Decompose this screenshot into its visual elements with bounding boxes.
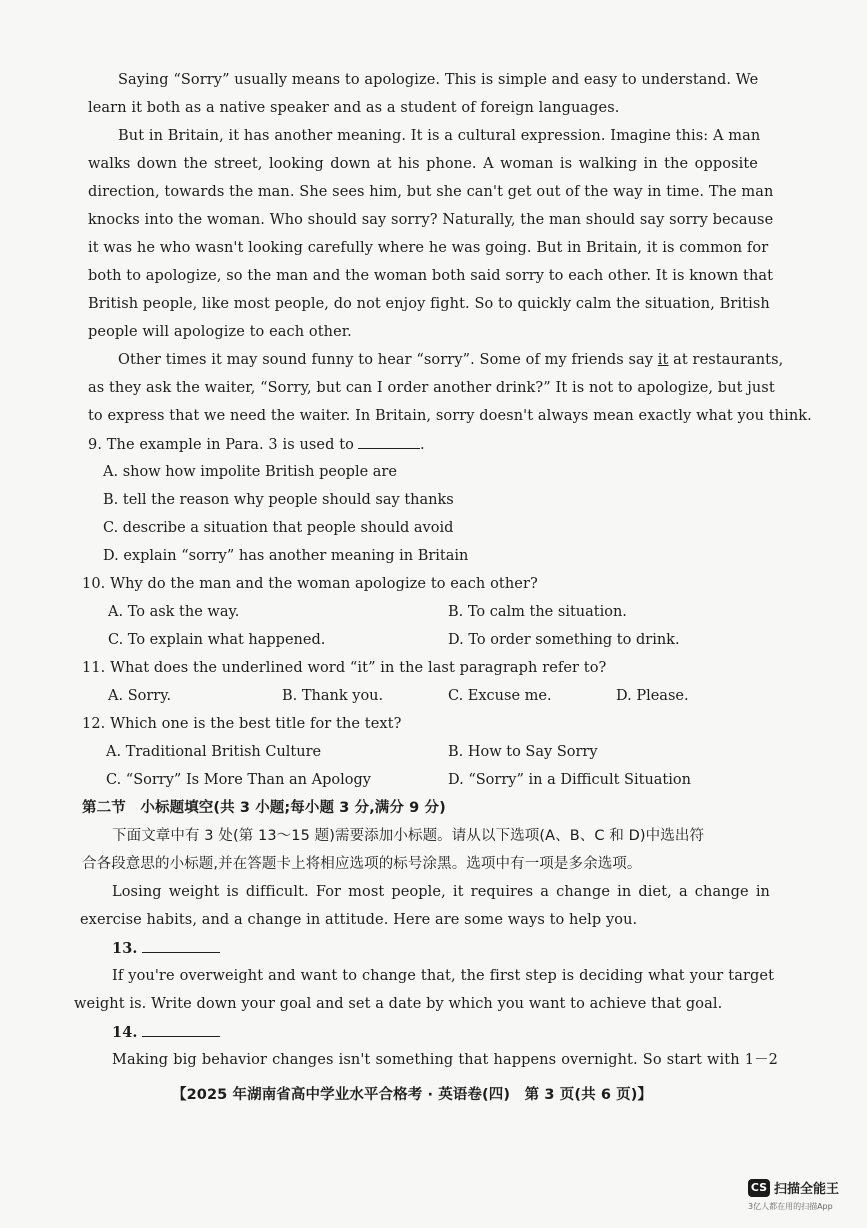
question-9-stem: [88, 434, 425, 455]
q11-option-c: C. Excuse me.: [448, 688, 552, 704]
q11-option-d: D. Please.: [616, 688, 689, 704]
scanner-app-tagline: 3亿人都在用的扫描App: [748, 1202, 833, 1211]
q9-option-d: D. explain “sorry” has another meaning in Britain: [103, 548, 469, 564]
q9-option-c: C. describe a situation that people should avoid: [103, 520, 454, 536]
section2-intro-line2: exercise habits, and a change in attitude. Here are some ways to help you.: [80, 912, 638, 928]
q10-option-c: C. To explain what happened.: [108, 632, 326, 648]
question-14-number: 14.: [112, 1024, 138, 1041]
q10-option-d: D. To order something to drink.: [448, 632, 680, 648]
passage-p2-line4: knocks into the woman. Who should say sorry? Naturally, the man should say sorry because: [88, 212, 774, 228]
question-11-stem: 11. What does the underlined word “it” in the last paragraph refer to?: [82, 660, 607, 676]
passage-p3-part-a: Other times it may sound funny to hear “sorry”. Some of my friends say: [118, 352, 658, 368]
passage-p1-line1: Saying “Sorry” usually means to apologize. This is simple and easy to understand. We: [118, 72, 759, 88]
question-14-label: [112, 1022, 220, 1043]
question-10-stem: 10. Why do the man and the woman apologize to each other?: [82, 576, 538, 592]
q10-option-b: B. To calm the situation.: [448, 604, 627, 620]
answer-blank: [358, 434, 420, 449]
subtitle-blank-13: [142, 938, 220, 953]
question-14-text-line1: Making big behavior changes isn't something that happens overnight. So start with 1－2: [112, 1052, 778, 1068]
section2-instruction-line1: 下面文章中有 3 处(第 13～15 题)需要添加小标题。请从以下选项(A、B、C 和 D)中选出符: [112, 828, 705, 844]
page-footer: 【2025 年湖南省高中学业水平合格考 · 英语卷(四) 第 3 页(共 6 页)】: [172, 1087, 653, 1103]
passage-p3-part-b: at restaurants,: [668, 352, 784, 368]
q11-option-a: A. Sorry.: [108, 688, 172, 704]
passage-p2-line2: walks down the street, looking down at his phone. A woman is walking in the opposite: [88, 156, 758, 172]
question-13-text-line1: If you're overweight and want to change that, the first step is deciding what your target: [112, 968, 774, 984]
question-9-end: .: [419, 437, 425, 453]
q12-option-c: C. “Sorry” Is More Than an Apology: [106, 772, 371, 788]
subtitle-blank-14: [142, 1022, 220, 1037]
q12-option-a: A. Traditional British Culture: [106, 744, 322, 760]
q12-option-d: D. “Sorry” in a Difficult Situation: [448, 772, 691, 788]
passage-p3-line3: to express that we need the waiter. In Britain, sorry doesn't always mean exactly what you think.: [88, 408, 812, 424]
camscanner-logo-icon: CS: [748, 1179, 770, 1197]
section2-instruction-line2: 合各段意思的小标题,并在答题卡上将相应选项的标号涂黑。选项中有一项是多余选项。: [82, 856, 642, 872]
question-13-text-line2: weight is. Write down your goal and set a date by which you want to achieve that goal.: [74, 996, 723, 1012]
passage-p3-line1: [118, 350, 783, 370]
question-12-stem: 12. Which one is the best title for the text?: [82, 716, 402, 732]
passage-p2-line3: direction, towards the man. She sees him, but she can't get out of the way in time. The man: [88, 184, 774, 200]
passage-p2-line7: British people, like most people, do not enjoy fight. So to quickly calm the situation, British: [88, 296, 770, 312]
passage-p1-line2: learn it both as a native speaker and as a student of foreign languages.: [88, 100, 620, 116]
underlined-word-it: it: [657, 352, 669, 368]
q11-option-b: B. Thank you.: [282, 688, 384, 704]
section2-heading: 第二节 小标题填空(共 3 小题;每小题 3 分,满分 9 分): [82, 800, 446, 816]
q10-option-a: A. To ask the way.: [108, 604, 240, 620]
q12-option-b: B. How to Say Sorry: [448, 744, 598, 760]
q9-option-a: A. show how impolite British people are: [103, 464, 397, 480]
passage-p2-line6: both to apologize, so the man and the woman both said sorry to each other. It is known that: [88, 268, 774, 284]
passage-p2-line5: it was he who wasn't looking carefully where he was going. But in Britain, it is common for: [88, 240, 769, 256]
question-9-text: 9. The example in Para. 3 is used to: [88, 437, 354, 453]
passage-p3-line2: as they ask the waiter, “Sorry, but can I order another drink?” It is not to apologize, but just: [88, 380, 775, 396]
question-13-number: 13.: [112, 940, 138, 957]
question-13-label: [112, 938, 220, 959]
passage-p2-line8: people will apologize to each other.: [88, 324, 352, 340]
passage-p2-line1: But in Britain, it has another meaning. It is a cultural expression. Imagine this: A man: [118, 128, 761, 144]
section2-intro-line1: Losing weight is difficult. For most people, it requires a change in diet, a change in: [112, 884, 770, 900]
q9-option-b: B. tell the reason why people should say thanks: [103, 492, 454, 508]
scanner-app-label: 扫描全能王: [774, 1182, 840, 1197]
